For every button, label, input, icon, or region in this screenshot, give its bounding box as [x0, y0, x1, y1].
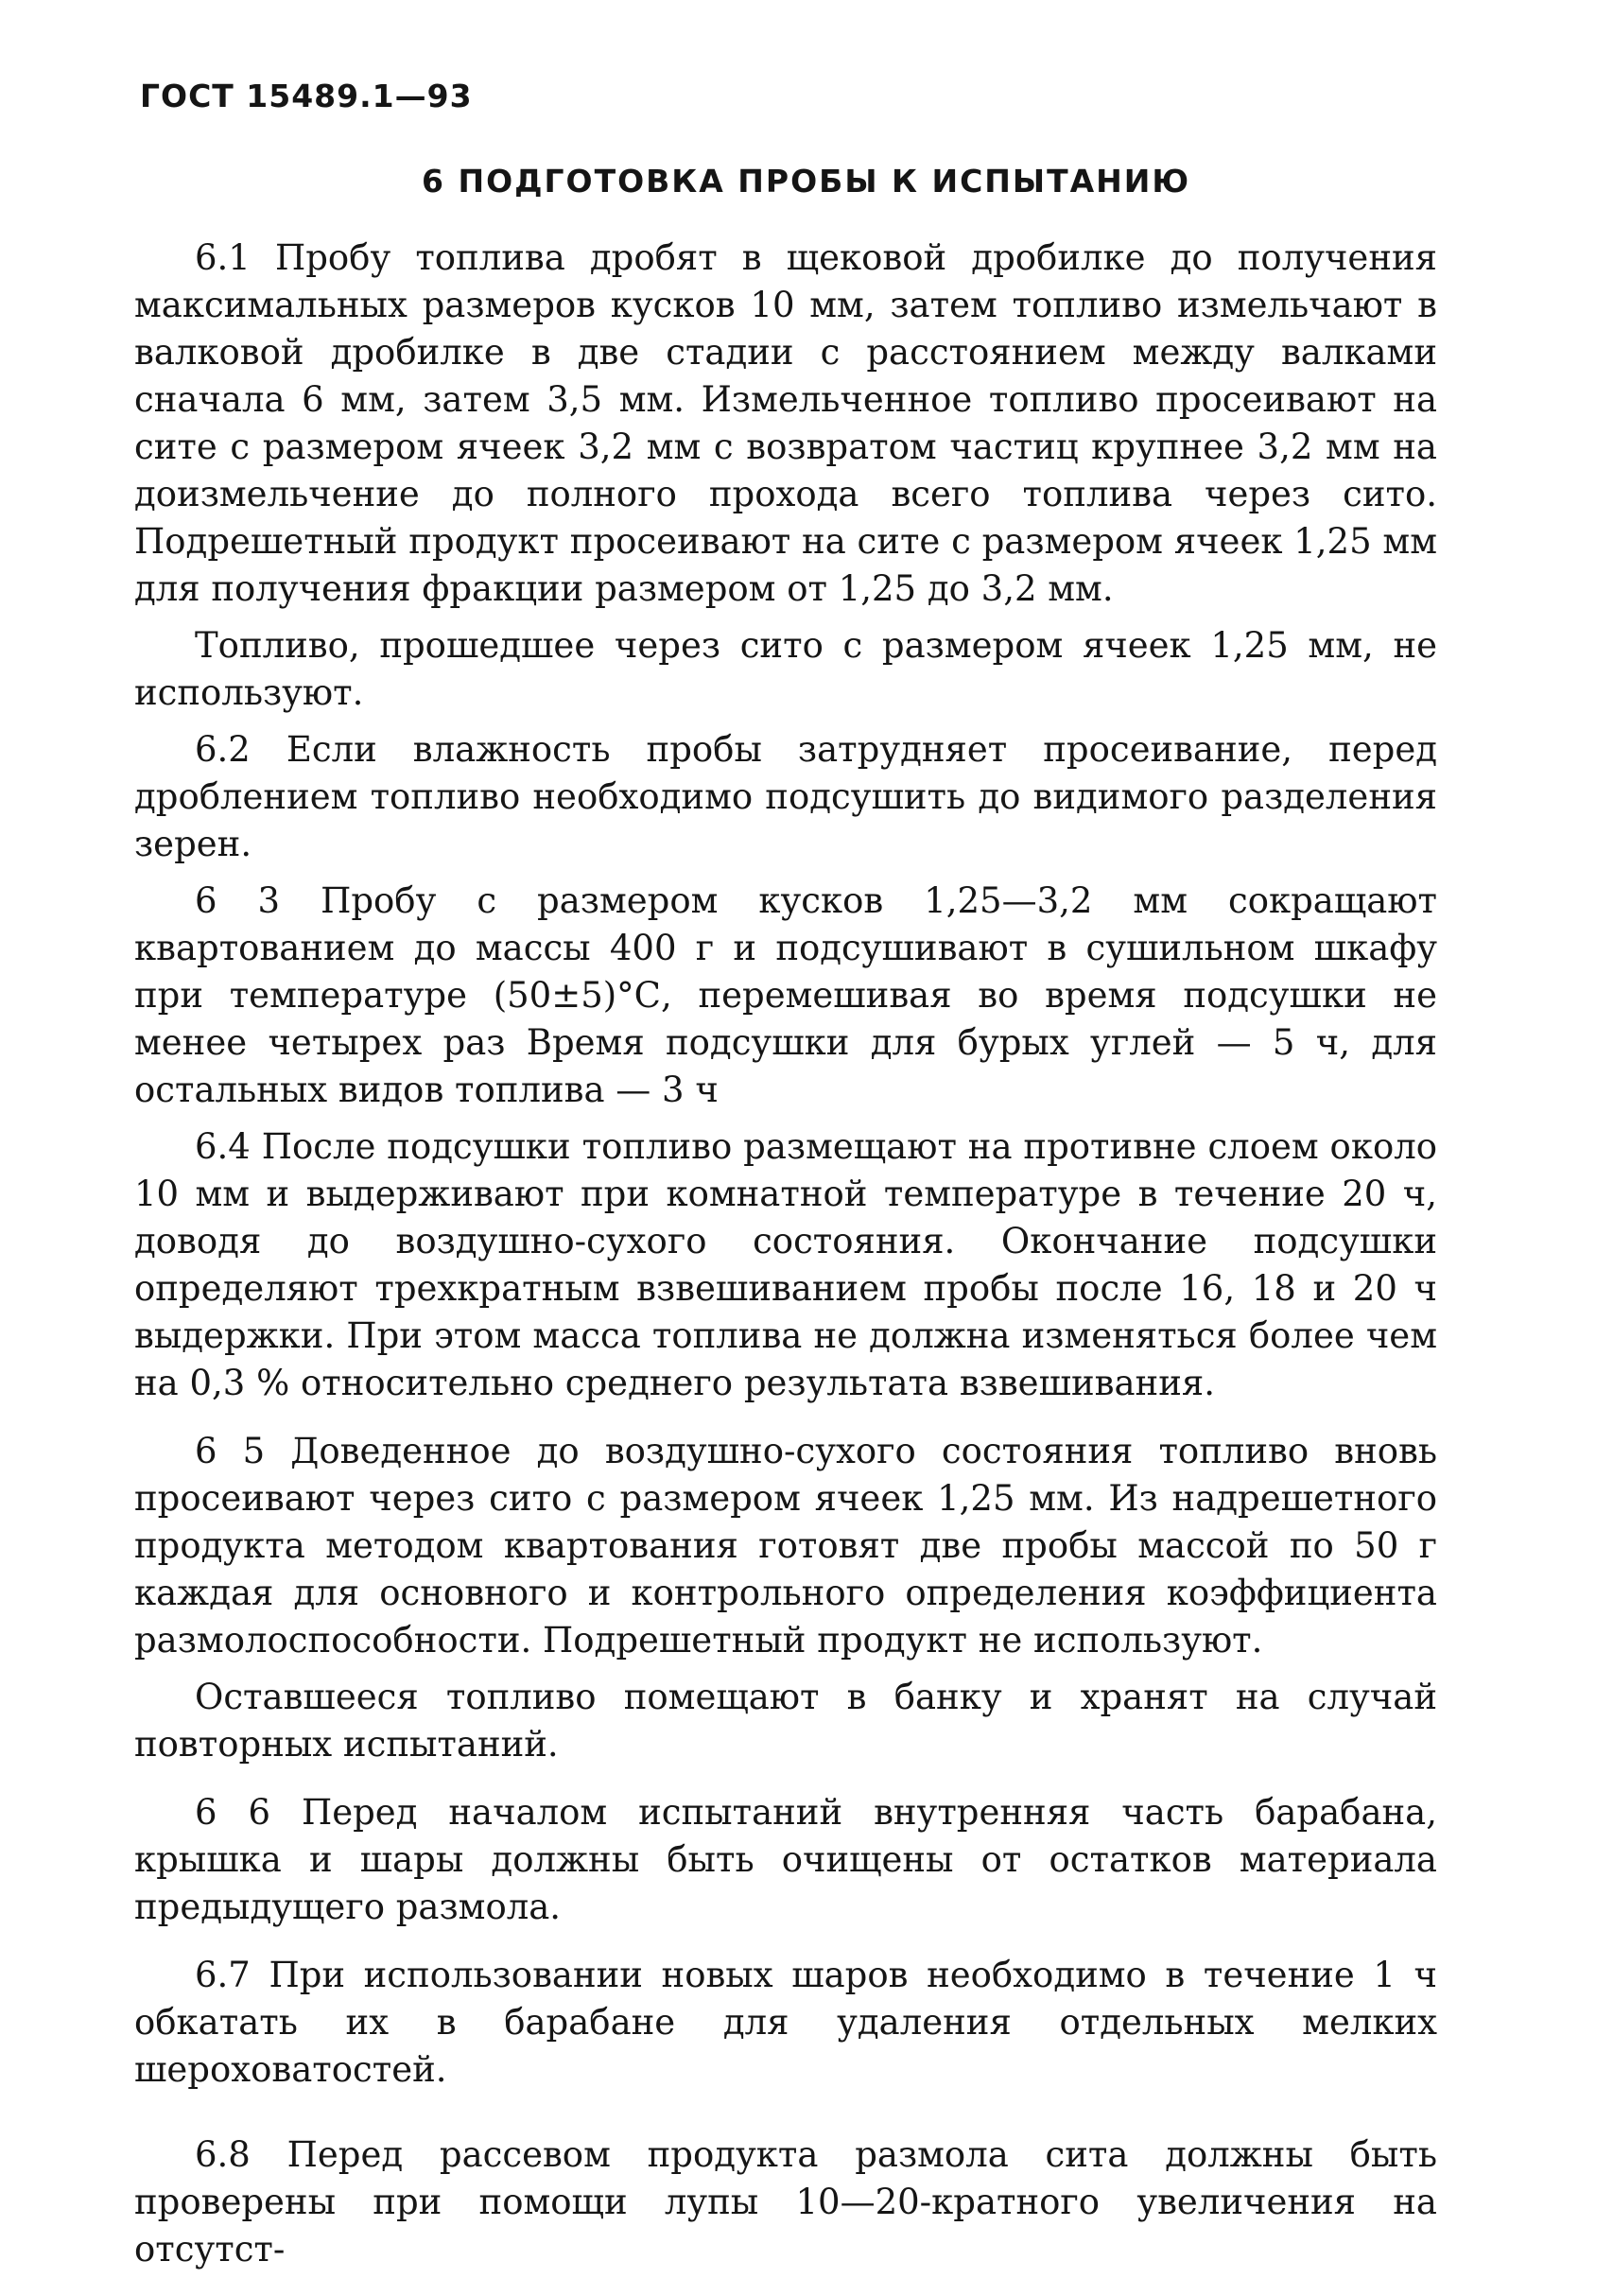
section-title: 6 ПОДГОТОВКА ПРОБЫ К ИСПЫТАНИЮ	[422, 163, 1191, 200]
paragraph-6-3: 6 3 Пробу с размером кусков 1,25—3,2 мм сокращают квартованием до массы 400 г и подсушивают в сушильном шкафу при температуре (50±5)°С, перемешивая во время подсушки не менее четырех раз Время подсушки для бурых углей — 5 ч, для остальных видов топлива — 3 ч	[134, 880, 1437, 1110]
paragraph-6-5-note: Оставшееся топливо помещают в банку и хранят на случай повторных испытаний.	[134, 1677, 1437, 1765]
paragraph-6-5: 6 5 Доведенное до воздушно-сухого состояния топливо вновь просеивают через сито с размером ячеек 1,25 мм. Из надрешетного продукта методом квартования готовят две пробы массой по 50 г каждая для основного и контрольного определения коэффициента размолоспособности. Подрешетный продукт не используют.	[134, 1431, 1437, 1661]
paragraph-6-1: 6.1 Пробу топлива дробят в щековой дробилке до получения максимальных размеров кусков 10 мм, затем топливо измельчают в валковой дробилке в две стадии с расстоянием между валками сначала 6 мм, затем 3,5 мм. Измельченное топливо просеивают на сите с размером ячеек 3,2 мм с возвратом частиц крупнее 3,2 мм на доизмельчение до полного прохода всего топлива через сито. Подрешетный продукт просеивают на сите с размером ячеек 1,25 мм для получения фракции размером от 1,25 до 3,2 мм.	[134, 237, 1437, 609]
paragraph-6-7: 6.7 При использовании новых шаров необходимо в течение 1 ч обкатать их в барабане для удаления отдельных мелких шероховатостей.	[134, 1955, 1437, 2090]
paragraph-6-1-note: Топливо, прошедшее через сито с размером ячеек 1,25 мм, не используют.	[134, 625, 1437, 713]
paragraph-6-2: 6.2 Если влажность пробы затрудняет просеивание, перед дроблением топливо необходимо подсушить до видимого разделения зерен.	[134, 729, 1437, 864]
paragraph-6-8: 6.8 Перед рассевом продукта размола сита должны быть проверены при помощи лупы 10—20-кратного увеличения на отсутст-	[134, 2134, 1437, 2270]
paragraph-6-6: 6 6 Перед началом испытаний внутренняя часть барабана, крышка и шары должны быть очищены от остатков материала предыдущего размола.	[134, 1792, 1437, 1927]
paragraph-6-4: 6.4 После подсушки топливо размещают на противне слоем около 10 мм и выдерживают при комнатной температуре в течение 20 ч, доводя до воздушно-сухого состояния. Окончание подсушки определяют трехкратным взвешиванием пробы после 16, 18 и 20 ч выдержки. При этом масса топлива не должна изменяться более чем на 0,3 % относительно среднего результата взвешивания.	[134, 1126, 1437, 1403]
section-body	[134, 235, 1437, 2273]
document-code: ГОСТ 15489.1—93	[140, 78, 473, 114]
